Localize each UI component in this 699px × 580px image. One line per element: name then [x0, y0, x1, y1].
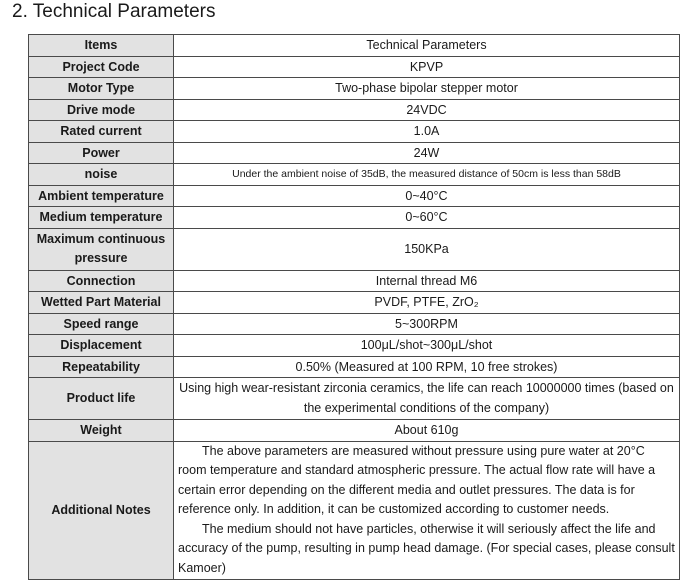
row-value: 0~40°C [174, 185, 680, 207]
table-row [29, 207, 680, 229]
row-label: Project Code [29, 56, 174, 78]
row-label: Speed range [29, 313, 174, 335]
row-value: Under the ambient noise of 35dB, the measured distance of 50cm is less than 58dB [174, 164, 680, 186]
table-row [29, 270, 680, 292]
row-label: Wetted Part Material [29, 292, 174, 314]
table-row [29, 185, 680, 207]
row-value: KPVP [174, 56, 680, 78]
table-row [29, 142, 680, 164]
row-label: Drive mode [29, 99, 174, 121]
row-label: Repeatability [29, 356, 174, 378]
section-heading: 2. Technical Parameters [12, 1, 216, 22]
row-label: Maximum continuous pressure [29, 228, 174, 270]
row-label: noise [29, 164, 174, 186]
row-label: Ambient temperature [29, 185, 174, 207]
row-value: PVDF, PTFE, ZrO₂ [174, 292, 680, 314]
notes-paragraph: The medium should not have particles, otherwise it will seriously affect the life and accuracy of the pump, resulting in pump head damage. (For special cases, please consult Kamoer) [178, 521, 675, 575]
row-label: Medium temperature [29, 207, 174, 229]
table-row [29, 378, 680, 420]
table-row [29, 228, 680, 270]
table-row [29, 420, 680, 442]
row-value: 0.50% (Measured at 100 RPM, 10 free strokes) [174, 356, 680, 378]
table-row [29, 121, 680, 143]
table-row [29, 99, 680, 121]
row-value: 1.0A [174, 121, 680, 143]
table-row [29, 164, 680, 186]
row-label: Power [29, 142, 174, 164]
row-label: Product life [29, 378, 174, 420]
row-value: Two-phase bipolar stepper motor [174, 78, 680, 100]
technical-parameters-table [28, 34, 680, 580]
row-label: Motor Type [29, 78, 174, 100]
row-value: Internal thread M6 [174, 270, 680, 292]
header-technical-parameters: Technical Parameters [174, 35, 680, 57]
row-value: 5~300RPM [174, 313, 680, 335]
row-value: 150KPa [174, 228, 680, 270]
table-row [29, 335, 680, 357]
table-row-notes [29, 441, 680, 580]
row-value: 24W [174, 142, 680, 164]
row-label: Connection [29, 270, 174, 292]
header-items: Items [29, 35, 174, 57]
table-row [29, 313, 680, 335]
row-label: Weight [29, 420, 174, 442]
row-value: 0~60°C [174, 207, 680, 229]
table-header-row [29, 35, 680, 57]
row-label: Rated current [29, 121, 174, 143]
row-label: Displacement [29, 335, 174, 357]
table-row [29, 56, 680, 78]
table-row [29, 292, 680, 314]
row-value: Using high wear-resistant zirconia ceramics, the life can reach 10000000 times (based on the experimental conditions of the company) [174, 378, 680, 420]
notes-label: Additional Notes [29, 441, 174, 580]
row-value: 100μL/shot~300μL/shot [174, 335, 680, 357]
table-row [29, 356, 680, 378]
notes-paragraph: The above parameters are measured without pressure using pure water at 20°C room temperature and standard atmospheric pressure. The actual flow rate will have a certain error depending on the different media and outlet pressures. The data is for reference only. In addition, it can be customized according to customer needs. [178, 443, 656, 516]
row-value: 24VDC [174, 99, 680, 121]
table-row [29, 78, 680, 100]
row-value: About 610g [174, 420, 680, 442]
notes-value [174, 441, 680, 580]
